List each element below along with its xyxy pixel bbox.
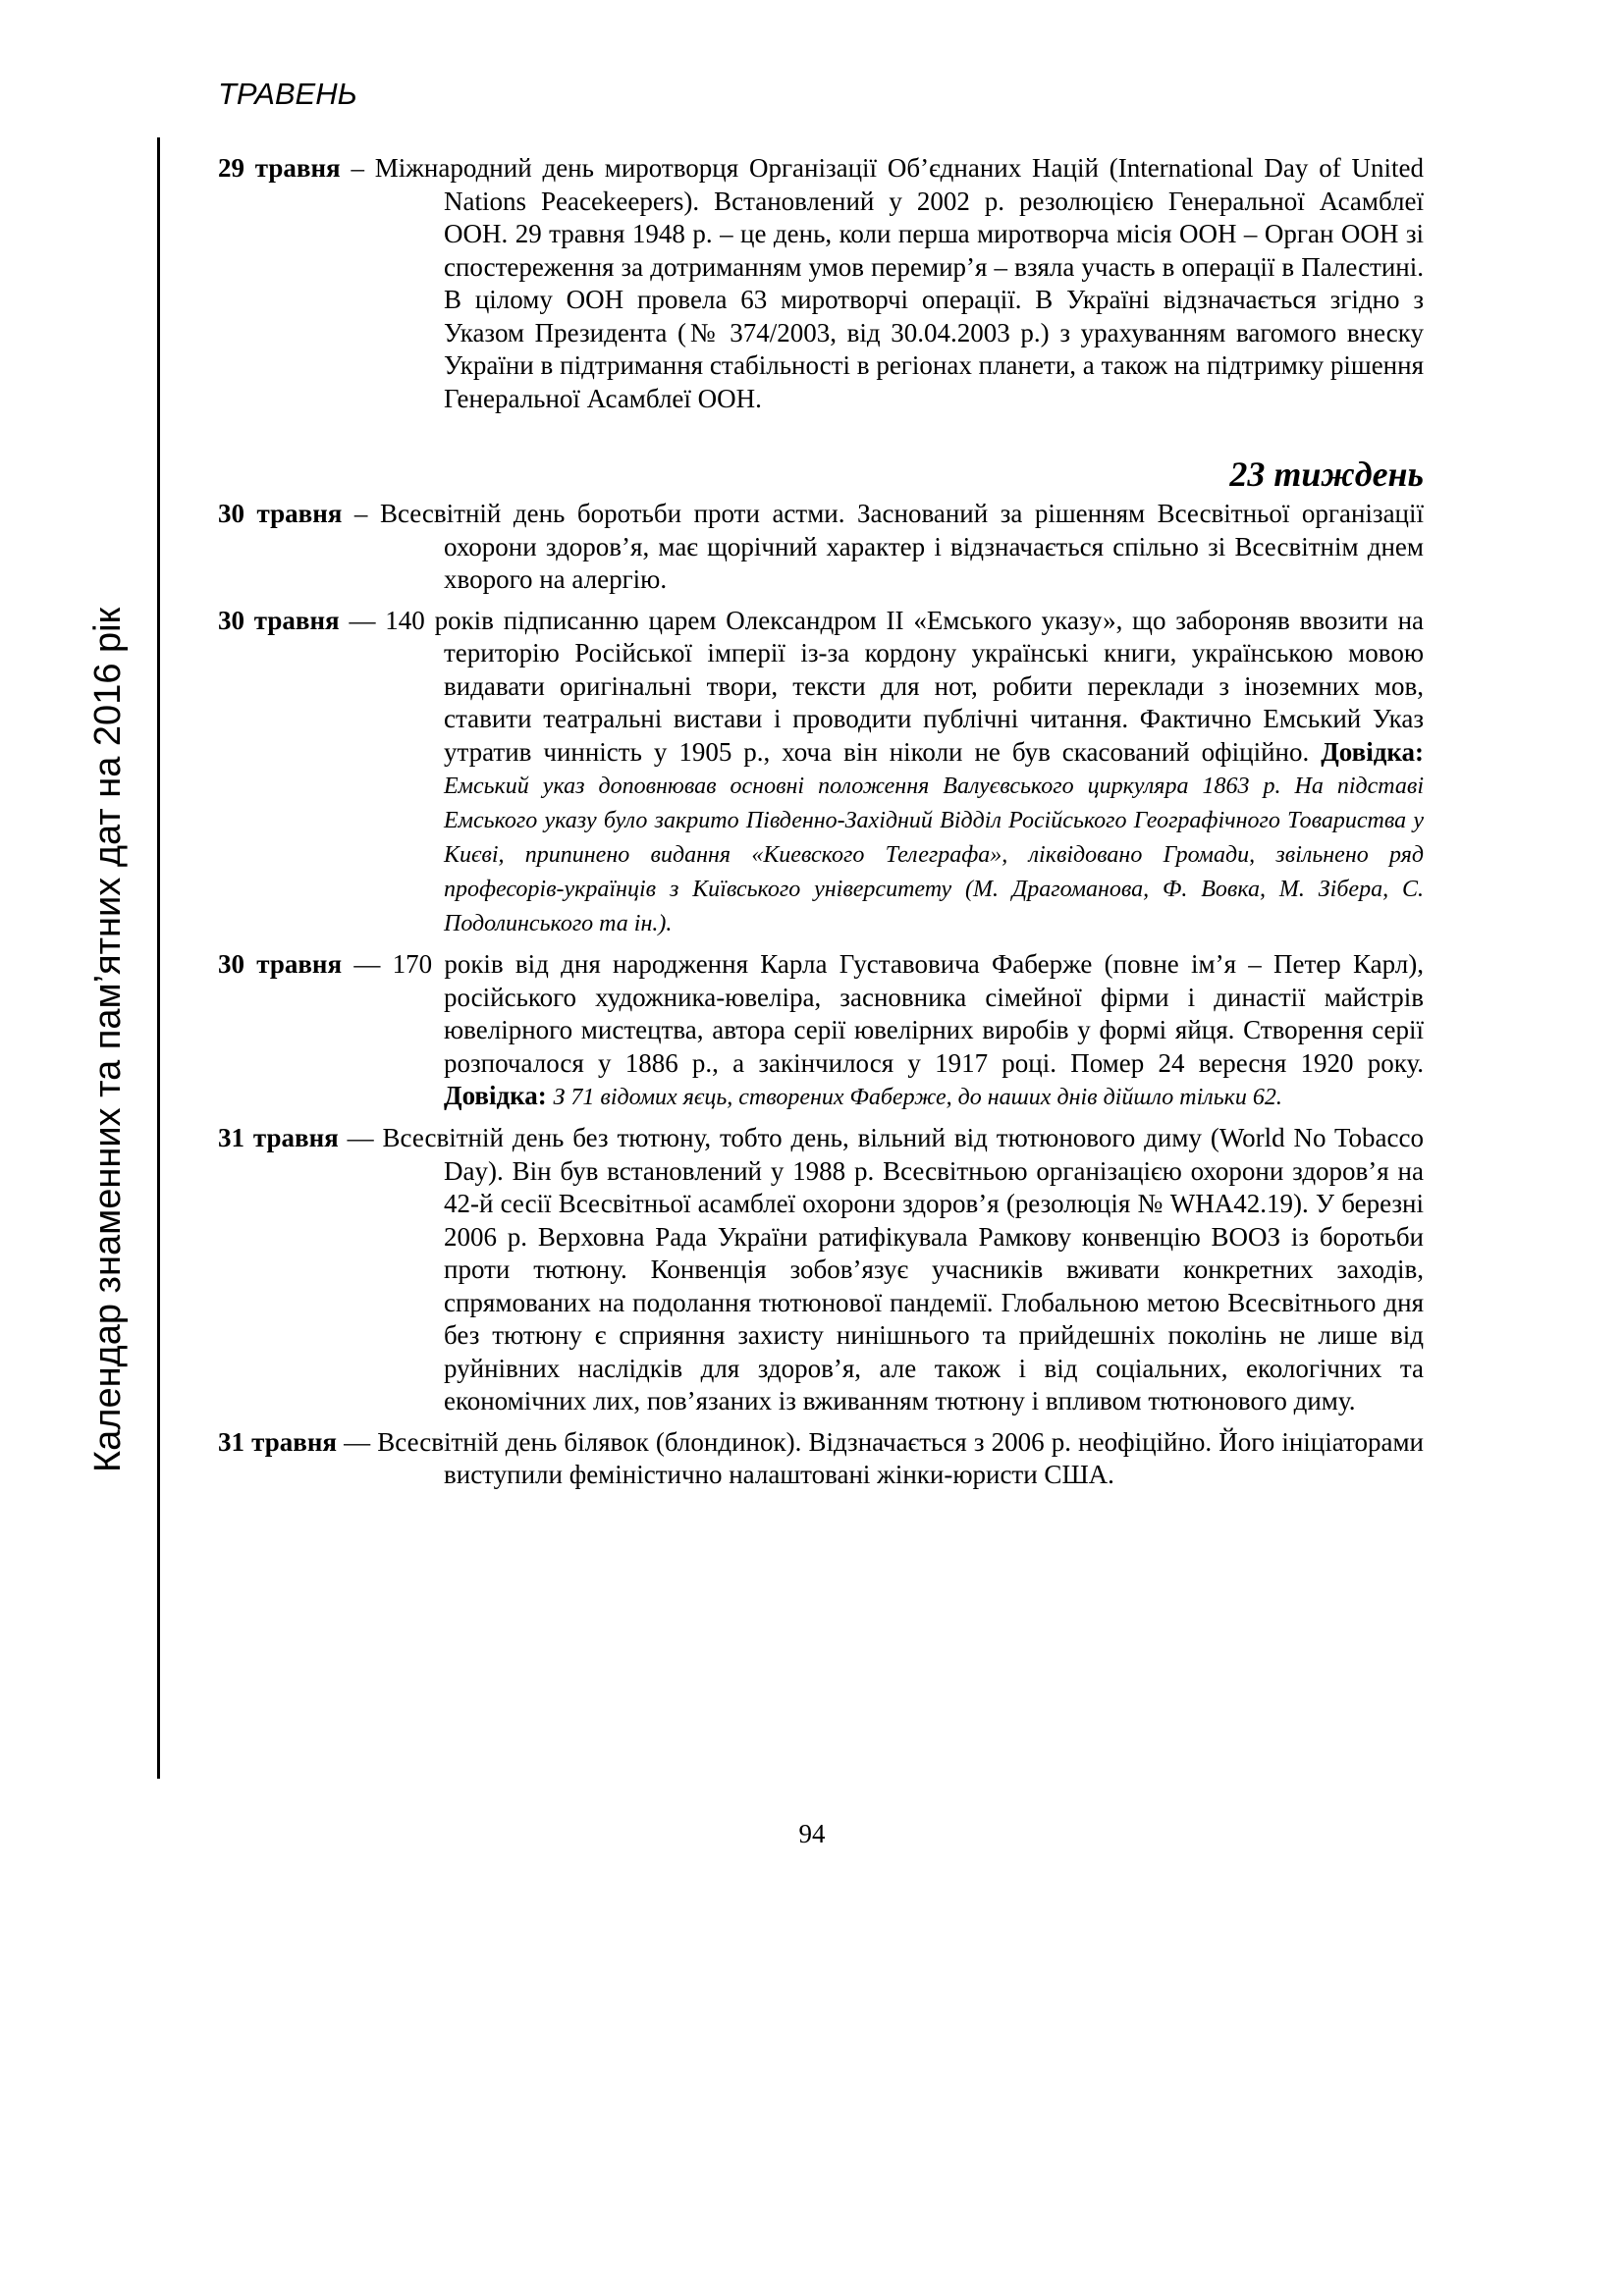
- calendar-entry: [218, 152, 1424, 415]
- entry-text: Всесвітній день без тютюну, тобто день, вільний від тютюнового диму (World No Tobacco Day). Він був встановлений у 1988 р. Всесвітньою організацією охорони здоров’я на 42-й сесії Всесвітньої асамблеї охорони здоров’я (резолюція № WHA42.19). У березні 2006 р. Верховна Рада України ратифікувала Рамкову конвенцію ВООЗ із боротьби проти тютюну. Конвенція зобов’язує учасників вживати конкретних заходів, спрямованих на подолання тютюнової пандемії. Глобальною метою Всесвітнього дня без тютюну є сприяння захисту нинішнього та прийдешніх поколінь не лише від руйнівних наслідків для здоров’я, але також і від соціальних, екологічних та економічних лих, пов’язаних із вживанням тютюну і впливом тютюнового диму.: [382, 1123, 1424, 1415]
- entry-separator: –: [340, 153, 375, 183]
- calendar-entry: [218, 1426, 1424, 1492]
- calendar-entry: [218, 1122, 1424, 1418]
- entry-date: 30 травня: [218, 605, 340, 635]
- entry-date: 29 травня: [218, 153, 341, 183]
- content: [218, 152, 1424, 1500]
- calendar-entry: [218, 498, 1424, 597]
- entry-date: 31 травня: [218, 1123, 339, 1152]
- calendar-entry: [218, 605, 1424, 941]
- entry-text: Всесвітній день боротьби проти астми. Заснований за рішенням Всесвітньої організації охорони здоров’я, має щорічний характер і відзначається спільно зі Всесвітнім днем хворого на алергію.: [379, 499, 1425, 594]
- entry-separator: —: [336, 1426, 378, 1457]
- page-number: 94: [798, 1819, 826, 1848]
- entry-date: 30 травня: [218, 499, 343, 528]
- running-head: ТРАВЕНЬ: [218, 77, 357, 111]
- entry-text: 170 років від дня народження Карла Густавовича Фаберже (повне ім’я – Петер Карл), російського художника-ювеліра, засновника сімейної фірми і династії майстрів ювелірного мистецтва, автора серії ювелірних виробів у формі яйця. Створення серії розпочалося у 1886 р., а закінчилося у 1917 році. Помер 24 вересня 1920 року.: [392, 949, 1424, 1078]
- entry-date: 30 травня: [218, 949, 343, 979]
- reference-text: Емський указ доповнював основні положення Валуєвського циркуляра 1863 р. На підставі Емського указу було закрито Південно-Західний Відділ Російського Географічного Товариства у Києві, припинено видання «Киевского Телеграфа», ліквідовано Громади, звільнено ряд професорів-українців з Київського університету (М. Драгоманова, Ф. Вовка, М. Зібера, С. Подолинського та ін.).: [444, 774, 1424, 936]
- entry-separator: —: [342, 949, 393, 979]
- reference-label: Довідка:: [1321, 736, 1424, 767]
- entry-separator: –: [342, 499, 380, 528]
- side-rule: [157, 137, 160, 1779]
- calendar-entry: [218, 948, 1424, 1114]
- entry-text: Всесвітній день білявок (блондинок). Відзначається з 2006 р. неофіційно. Його ініціаторами виступили феміністично налаштовані жінки-юристи США.: [377, 1426, 1424, 1489]
- entry-text: Міжнародний день миротворця Організації Об’єднаних Націй (International Day of United Nations Peacekeepers). Встановлений у 2002 р. резолюцією Генеральної Асамблеї ООН. 29 травня 1948 р. – це день, коли перша миротворча місія ООН – Орган ООН зі спостереження за дотриманням умов перемир’я – взяла участь в операції в Палестині. В цілому ООН провела 63 миротворчі операції. В Україні відзначається згідно з Указом Президента (№ 374/2003, від 30.04.2003 р.) з урахуванням вагомого внеску України в підтримання стабільності в регіонах планети, а також на підтримку рішення Генеральної Асамблеї ООН.: [374, 153, 1424, 413]
- entry-separator: —: [338, 1123, 383, 1152]
- entry-date: 31 травня: [218, 1426, 337, 1457]
- reference-text: З 71 відомих яєць, створених Фаберже, до наших днів дійшло тільки 62.: [553, 1085, 1282, 1110]
- side-title: Календар знаменних та пам’ятних дат на 2016 рік: [87, 607, 129, 1472]
- entry-separator: —: [339, 605, 386, 635]
- entry-text: 140 років підписанню царем Олександром II «Емського указу», що забороняв ввозити на територію Російської імперії із-за кордону українські книги, українською мовою видавати оригінальні твори, тексти для нот, робити переклади з іноземних мов, ставити театральні вистави і проводити публічні читання. Фактично Емський Указ утратив чинність у 1905 р., хоча він ніколи не був скасований офіційно.: [385, 605, 1424, 767]
- reference-label: Довідка:: [444, 1081, 547, 1110]
- week-heading: 23 тиждень: [1229, 454, 1424, 494]
